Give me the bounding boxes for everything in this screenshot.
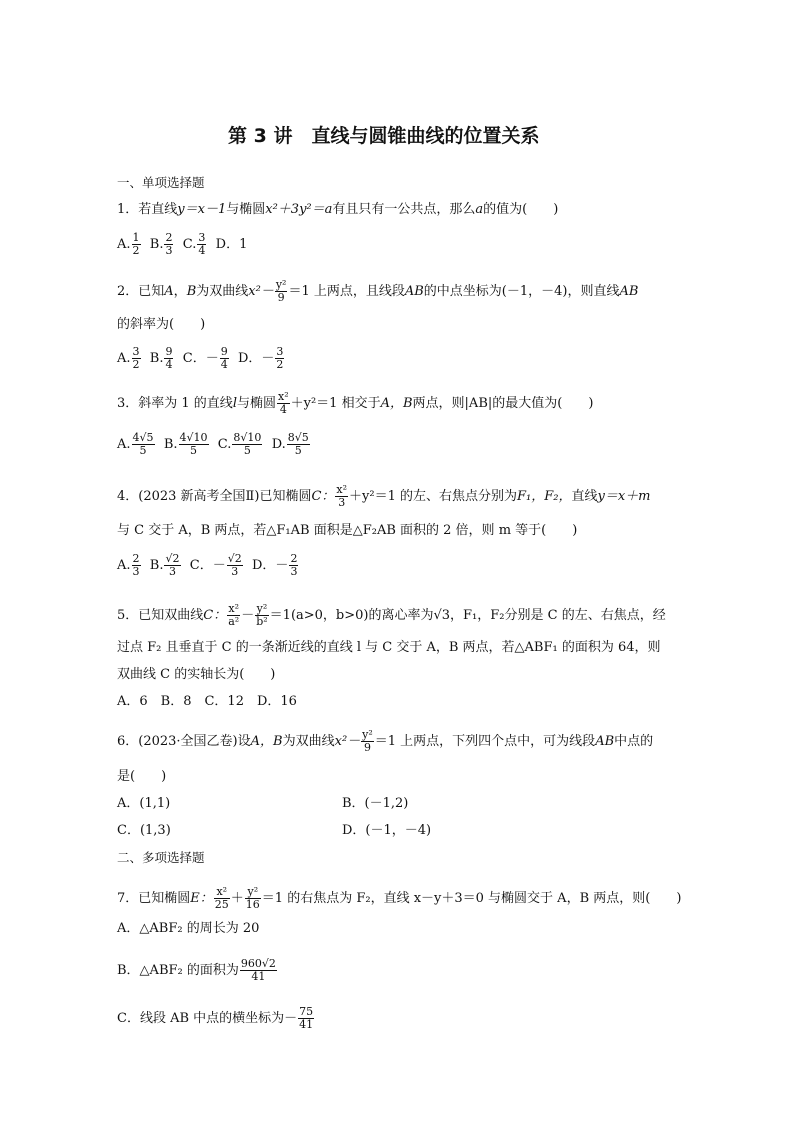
question-5-stem: 5．已知双曲线C： $\frac{\text{x²}}{\text{a²}}$ － $\frac{\text{y²}}{\text{b²}}$ ＝1(a>0，b>0)的离心率为√3，F₁，F₂分别是 C 的左、右焦点，经 [117, 602, 666, 628]
fraction: $\frac{2}{3}$ [132, 552, 140, 578]
fraction: $\frac{\text{x²}}{25}$ [214, 885, 229, 911]
question-2-stem: 2．已知A，B为双曲线x²－ $\frac{\text{y²}}{9}$ ＝1 上两点，且线段AB的中点坐标为(－1，－4)，则直线AB [117, 278, 639, 304]
section-heading-single-choice: 一、单项选择题 [117, 175, 205, 190]
page-title: 第 3 讲 直线与圆锥曲线的位置关系 [228, 125, 540, 147]
option-c[interactable]: C．－ $\frac{√2}{3}$ [189, 552, 242, 578]
fraction: $\frac{4√5}{5}$ [132, 431, 154, 457]
question-5-line3: 双曲线 C 的实轴长为( ) [117, 667, 276, 682]
option-c[interactable]: C. $\frac{8√10}{5}$ [217, 431, 262, 457]
option-a[interactable]: A. $\frac{4√5}{5}$ [117, 431, 154, 457]
question-6-option-c[interactable]: C．(1,3) [117, 823, 171, 838]
fraction: $\frac{√2}{3}$ [227, 552, 242, 578]
question-4-line2: 与 C 交于 A，B 两点，若△F₁AB 面积是△F₂AB 面积的 2 倍，则 m 等于( ) [117, 523, 578, 538]
option-b[interactable]: B. $\frac{2}{3}$ [149, 231, 173, 257]
fraction: $\frac{3}{2}$ [132, 345, 140, 371]
question-6-option-a[interactable]: A．(1,1) [117, 796, 171, 811]
question-6-stem: 6．(2023·全国乙卷)设A，B为双曲线x²－ $\frac{\text{y²}}{9}$ ＝1 上两点，下列四个点中，可为线段AB中点的 [117, 728, 654, 754]
question-5-line2: 过点 F₂ 且垂直于 C 的一条渐近线的直线 l 与 C 交于 A，B 两点，若△ABF₁ 的面积为 64，则 [117, 640, 661, 655]
option-a[interactable]: A. $\frac{1}{2}$ [117, 231, 140, 257]
fraction: $\frac{8√5}{5}$ [287, 431, 309, 457]
question-3-stem: 3．斜率为 1 的直线l与椭圆 $\frac{\text{x²}}{4}$ ＋y²＝1 相交于A，B两点，则|AB|的最大值为( ) [117, 390, 594, 416]
question-5-options[interactable]: A．6 B．8 C．12 D．16 [117, 694, 297, 709]
question-3-options [117, 432, 311, 457]
option-d[interactable]: D. $\frac{8√5}{5}$ [271, 431, 309, 457]
fraction: $\frac{3}{4}$ [198, 231, 206, 257]
question-4-options [117, 553, 299, 578]
fraction: $\frac{3}{2}$ [276, 345, 284, 371]
option-b[interactable]: B. $\frac{4√10}{5}$ [163, 431, 208, 457]
fraction: $\frac{2}{3}$ [165, 231, 173, 257]
fraction: $\frac{1}{2}$ [132, 231, 140, 257]
question-7-option-c[interactable]: C．线段 AB 中点的横坐标为－ $\frac{75}{41}$ [117, 1005, 314, 1031]
fraction: $\frac{\text{y²}}{9}$ [275, 278, 287, 304]
question-7-option-a[interactable]: A．△ABF₂ 的周长为 20 [117, 921, 260, 936]
fraction: $\frac{2}{3}$ [290, 552, 298, 578]
section-heading-multiple-choice: 二、多项选择题 [117, 850, 205, 865]
fraction: $\frac{8√10}{5}$ [233, 431, 262, 457]
option-d[interactable]: D．－ $\frac{2}{3}$ [252, 552, 298, 578]
option-a[interactable]: A. $\frac{2}{3}$ [117, 552, 140, 578]
fraction: $\frac{\text{x²}}{\text{a²}}$ [228, 602, 240, 628]
option-b[interactable]: B. $\frac{9}{4}$ [149, 345, 173, 371]
question-6-line2: 是( ) [117, 769, 167, 784]
fraction: $\frac{√2}{3}$ [165, 552, 180, 578]
question-6-option-d[interactable]: D．(－1，－4) [342, 823, 432, 838]
fraction: $\frac{9}{4}$ [220, 345, 228, 371]
question-6-option-b[interactable]: B．(－1,2) [342, 796, 409, 811]
option-a[interactable]: A. $\frac{3}{2}$ [117, 345, 140, 371]
question-7-option-b[interactable]: B．△ABF₂ 的面积为 $\frac{960√2}{41}$ [117, 957, 276, 983]
question-7-stem: 7．已知椭圆E： $\frac{\text{x²}}{25}$ ＋ $\frac{\text{y²}}{16}$ ＝1 的右焦点为 F₂，直线 x－y＋3＝0 与椭圆交于 A，B 两点，则( ) [117, 885, 682, 911]
question-1-options [117, 232, 247, 257]
option-d[interactable]: D．－ $\frac{3}{2}$ [237, 345, 284, 371]
fraction: $\frac{\text{x²}}{3}$ [336, 483, 348, 509]
fraction: $\frac{960√2}{41}$ [240, 957, 276, 983]
fraction: $\frac{\text{y²}}{16}$ [245, 885, 260, 911]
option-c[interactable]: C. $\frac{3}{4}$ [182, 231, 206, 257]
fraction: $\frac{9}{4}$ [165, 345, 173, 371]
fraction: $\frac{\text{y²}}{\text{b²}}$ [256, 602, 268, 628]
option-d[interactable]: D．1 [215, 237, 248, 252]
fraction: $\frac{4√10}{5}$ [179, 431, 208, 457]
question-2-line2: 的斜率为( ) [117, 317, 206, 332]
option-b[interactable]: B. $\frac{√2}{3}$ [149, 552, 180, 578]
question-1-stem: 1．若直线y＝x－1与椭圆x²＋3y²＝a有且只有一公共点，那么a的值为( ) [117, 202, 559, 217]
fraction: $\frac{75}{41}$ [299, 1005, 314, 1031]
option-c[interactable]: C．－ $\frac{9}{4}$ [182, 345, 228, 371]
fraction: $\frac{\text{x²}}{4}$ [278, 390, 289, 416]
question-2-options [117, 346, 285, 371]
fraction: $\frac{\text{y²}}{9}$ [362, 728, 373, 754]
question-4-stem: 4．(2023 新高考全国Ⅱ)已知椭圆C： $\frac{\text{x²}}{3}$ ＋y²＝1 的左、右焦点分别为F₁，F₂，直线y＝x＋m [117, 483, 651, 509]
